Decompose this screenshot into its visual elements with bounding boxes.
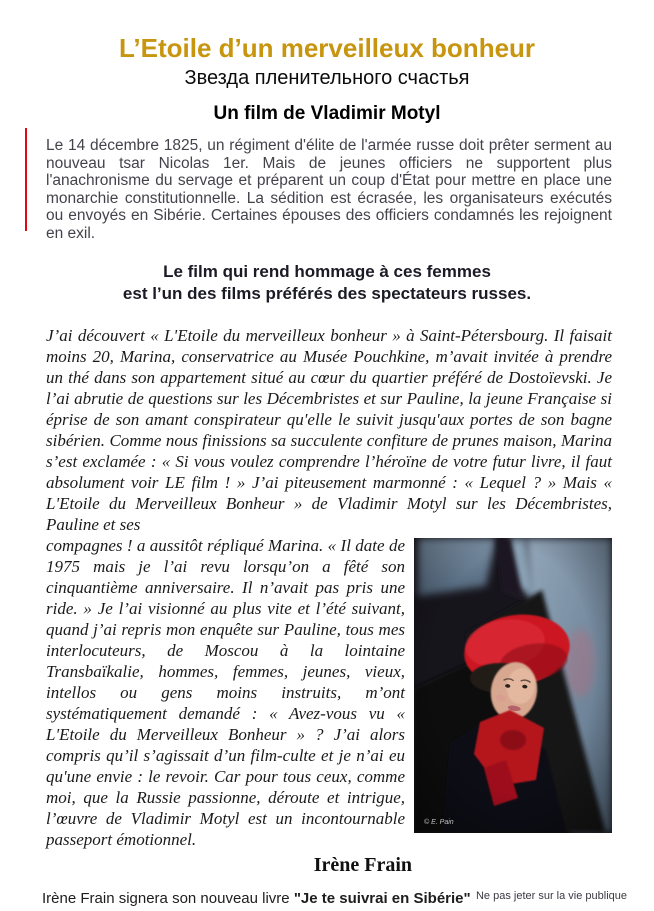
page-title: L’Etoile d’un merveilleux bonheur: [118, 33, 536, 63]
essay-part2: compagnes ! a aussitôt répliqué Marina. « Il date de 1975 mais je l’ai revu lorsqu’on a fêté son cinquantième anniversaire. Il n’avait pas pris une ride. » Je l’ai visionné au plus vite et l’été suivant, quand j’ai repris mon enquête sur Pauline, tous mes interlocuteurs, de Moscou à la lointaine Transbaïkalie, hommes, femmes, jeunes, vieux, intellos ou gens moins instruits, m’ont systématiquement demandé : « Avez-vous vu « L'Etoile du Merveilleux Bonheur » ? J’ai alors compris qu’il s’agissait d’un film-culte et je n’ai eu qu'une envie : le revoir. Car pour tous ceux, comme moi, que la Russie passionne, déroute et intrigue, l’œuvre de Vladimir Motyl est un incontournable passeport émotionnel.: [46, 535, 405, 849]
tagline: [20, 261, 634, 305]
film-byline: Un film de Vladimir Motyl: [213, 103, 441, 124]
do-not-litter-note: Ne pas jeter sur la vie publique: [475, 889, 627, 902]
tagline-line1: Le film qui rend hommage à ces femmes: [163, 261, 491, 281]
portrait-photo-art: [414, 538, 612, 833]
footer: [42, 890, 627, 907]
essay-part2-wrap: [46, 535, 612, 850]
page-title-russian: Звезда пленительного счастья: [184, 67, 470, 89]
synopsis-paragraph: Le 14 décembre 1825, un régiment d'élite de l'armée russe doit prêter serment au nouveau tsar Nicolas 1er. Mais de jeunes officiers ne supportent plus l'anachronisme du servage et préparent un coup d'État pour mettre en place une monarchie constitutionnelle. La sédition est écrasée, les organisateurs exécutés ou envoyés en Sibérie. Certaines épouses des officiers condamnés les rejoignent en exil.: [46, 137, 612, 242]
tagline-line2: est l’un des films préférés des spectateurs russes.: [122, 283, 532, 303]
photo-credit: © E. Pain: [424, 818, 454, 826]
signing-announcement-text: Irène Frain signera son nouveau livre: [42, 889, 294, 907]
portrait-photo: [414, 538, 612, 833]
book-title: "Je te suivrai en Sibérie": [293, 889, 471, 907]
revision-bar: [25, 128, 27, 231]
author-signature: Irène Frain: [313, 853, 412, 876]
signing-announcement: [42, 890, 471, 907]
essay-part1: J’ai découvert « L'Etoile du merveilleux bonheur » à Saint-Pétersbourg. Il faisait moins 20, Marina, conservatrice au Musée Pouchkine, m’avait invitée à prendre un thé dans son appartement situé au cœur du quartier préféré de Dostoïevski. Je l’ai abrutie de questions sur les Décembristes et sur Pauline, la jeune Française si éprise de son amant conspirateur qu'elle le suivit jusqu'aux portes de son bagne sibérien. Comme nous finissions sa succulente confiture de prunes maison, Marina s’est exclamée : « Si vous voulez comprendre l’héroïne de votre futur livre, il faut absolument voir LE film ! » J’ai piteusement marmonné : « Lequel ? » Mais « L'Etoile du Merveilleux Bonheur » de Vladimir Motyl sur les Décembristes, Pauline et ses: [46, 325, 612, 534]
essay: [46, 325, 612, 850]
